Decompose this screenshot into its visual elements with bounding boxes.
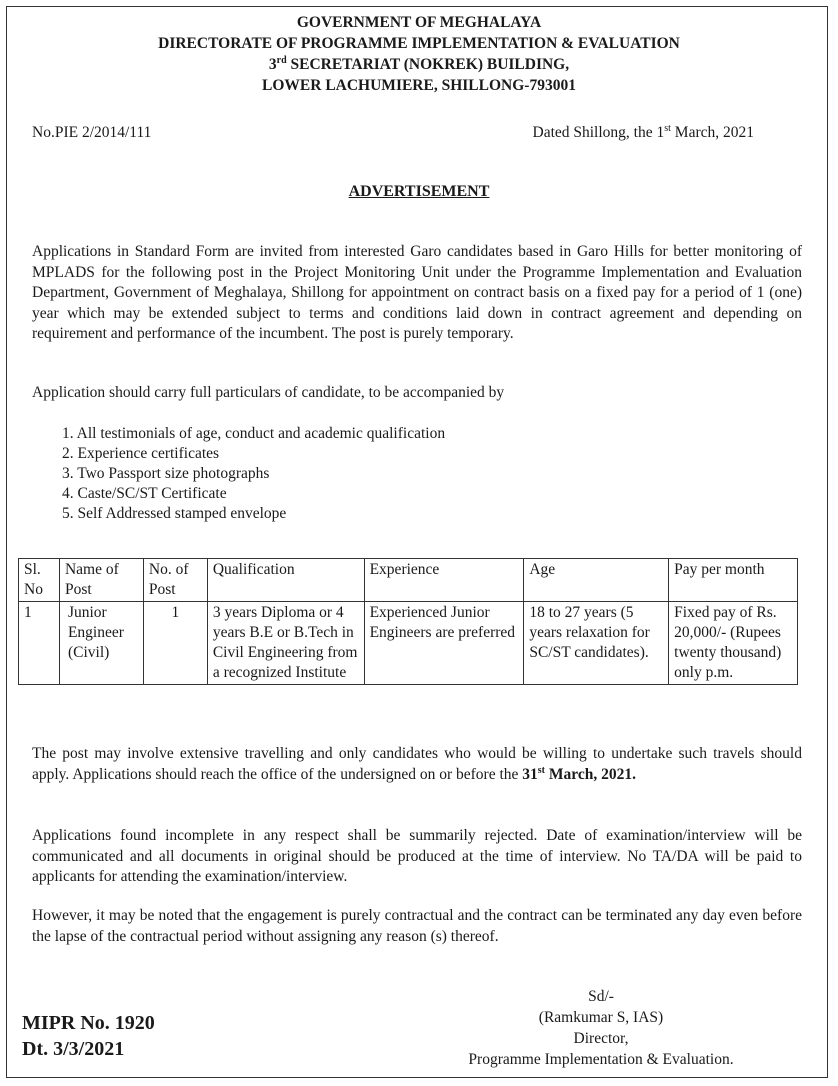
incomplete-paragraph: Applications found incomplete in any respect shall be summarily rejected. Date of examination/interview will be communicated and all documents in original should be produced at the time of interview. No TA/DA will be paid to applicants for attending the examination/interview.: [32, 827, 802, 885]
header-address: LOWER LACHUMIERE, SHILLONG-793001: [262, 77, 576, 94]
reference-number: No.PIE 2/2014/111: [32, 124, 152, 141]
deadline-date: [522, 766, 636, 783]
travel-text: The post may involve extensive travelling and only candidates who would be willing to undertake such travels should apply. Applications should reach the office of the undersigned on or before the: [32, 745, 802, 783]
header-government: GOVERNMENT OF MEGHALAYA: [296, 14, 542, 31]
table-cell-age: 18 to 27 years (5 years relaxation for SC/ST candidates).: [524, 602, 669, 685]
travel-paragraph: [32, 744, 802, 785]
contract-paragraph: However, it may be noted that the engagement is purely contractual and the contract can be terminated any day even before the lapse of the contractual period without assigning any reason (s) thereof.: [32, 907, 802, 945]
deadline-ordinal-suffix: st: [537, 764, 545, 776]
posts-table: [18, 558, 798, 685]
signature-designation: Director,: [573, 1030, 629, 1047]
signature-name: (Ramkumar S, IAS): [538, 1009, 664, 1026]
table-header: Sl. No: [19, 559, 60, 602]
table-header: No. of Post: [143, 559, 207, 602]
dated-line: [533, 124, 755, 142]
list-item: 1. All testimonials of age, conduct and academic qualification: [62, 425, 446, 442]
table-cell-qualification: 3 years Diploma or 4 years B.E or B.Tech in Civil Engineering from a recognized Institute: [207, 602, 364, 685]
table-cell-experience: Experienced Junior Engineers are preferred: [364, 602, 524, 685]
table-header: Experience: [364, 559, 524, 602]
mipr-number: MIPR No. 1920: [22, 1012, 155, 1034]
table-row: [19, 602, 798, 685]
dated-prefix: Dated Shillong, the 1: [532, 124, 665, 141]
table-header: Pay per month: [669, 559, 798, 602]
list-item: 2. Experience certificates: [62, 445, 220, 462]
signature-sd: Sd/-: [588, 988, 614, 1005]
table-header-row: [19, 559, 798, 602]
deadline-rest: March, 2021.: [545, 765, 636, 783]
table-cell-sl-no: 1: [19, 602, 60, 685]
table-header: Name of Post: [59, 559, 143, 602]
accompany-text: Application should carry full particulars of candidate, to be accompanied by: [32, 384, 505, 401]
list-item: 3. Two Passport size photographs: [62, 465, 270, 482]
table-cell-post-name: Junior Engineer (Civil): [59, 602, 143, 685]
mipr-date: Dt. 3/3/2021: [22, 1038, 125, 1060]
list-item: 5. Self Addressed stamped envelope: [62, 505, 287, 522]
header-directorate: DIRECTORATE OF PROGRAMME IMPLEMENTATION & EVALUATION: [158, 35, 680, 52]
signature-department: Programme Implementation & Evaluation.: [468, 1051, 734, 1068]
header-building: [0, 56, 838, 74]
list-item: 4. Caste/SC/ST Certificate: [62, 485, 227, 502]
dated-suffix: March, 2021: [670, 124, 754, 141]
dated-ordinal-suffix: st: [664, 122, 671, 134]
signature-block: [446, 986, 756, 1070]
table-cell-post-count: 1: [143, 602, 207, 685]
table-header: Age: [524, 559, 669, 602]
header-building-ordinal: 3: [268, 56, 277, 73]
header-building-name: SECRETARIAT (NOKREK) BUILDING,: [286, 56, 570, 73]
table-cell-pay: Fixed pay of Rs. 20,000/- (Rupees twenty thousand) only p.m.: [669, 602, 798, 685]
header-building-ordinal-suffix: rd: [276, 54, 287, 66]
documents-list: [62, 424, 445, 524]
intro-paragraph: Applications in Standard Form are invited from interested Garo candidates based in Garo Hills for better monitoring of MPLADS for the following post in the Project Monitoring Unit under the Programme Implementation and Evaluation Department, Government of Meghalaya, Shillong for appointment on contract basis on a fixed pay for a period of 1 (one) year which may be extended subject to terms and conditions laid down in contract agreement and depending on requirement and performance of the incumbent. The post is purely temporary.: [32, 243, 802, 342]
table-header: Qualification: [207, 559, 364, 602]
deadline-day: 31: [522, 765, 538, 783]
page-title: ADVERTISEMENT: [348, 183, 490, 200]
